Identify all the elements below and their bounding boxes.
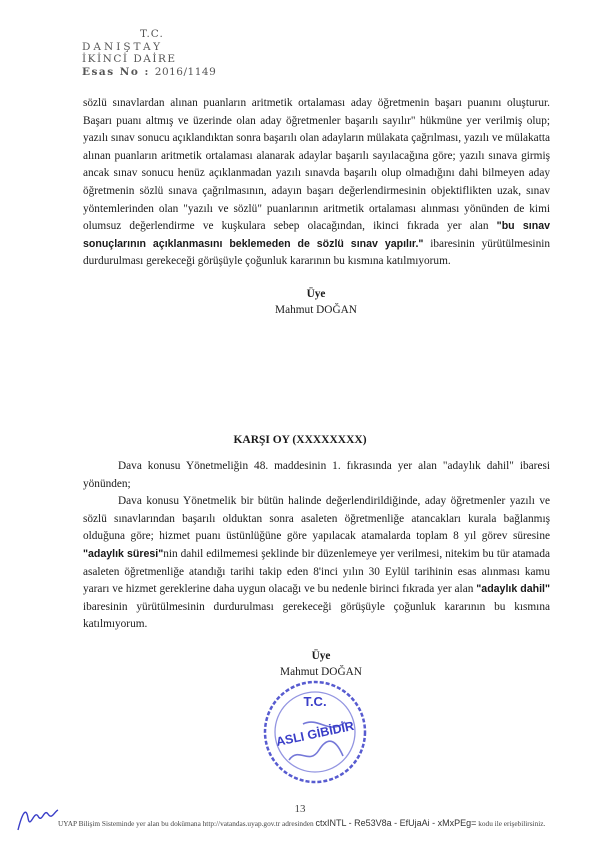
signature-2-name: Mahmut DOĞAN [280,666,362,678]
official-stamp [259,676,371,788]
signature-2-role: Üye [311,650,331,662]
opinion-2-bold-term-1: "adaylık süresi" [83,547,164,560]
opinion-1-text-part: sözlü sınavlardan alınan puanların aritmetik ortalaması aday öğretmenin başarı puanını oluşturur. Başarı puanı altmış ve üzerinde olan aday öğretmenler başarılı sayılır" hükmüne yer verilmiş olup; yazılı sınav sonucu açıklandıktan sonra başarılı olan adayların mülakata çağrılması, yazılı ve mülakatta alınan puanların aritmetik ortalaması alanarak adaylar başarılı sayılacağına göre; yazılı sınava girmiş ancak sınav sonucu henüz açıklanmadan yazılı sınavda başarılı olup olmadığını dahi bilmeyen aday öğretmenin sözlü sınava çağrılmasının, adayın başarı değerlendirmesinin objektiflikten uzak, sınav yöntemlerinden olan "yazılı ve sözlü" puanlarının aritmetik ortalaması alınması yönünden de kimi olumsuz değerlendirme ve kuşkulara sebep olacağından, ikinci fıkrada yer alan [83,97,550,233]
header-esas [82,66,216,79]
stamp-top-text: T.C. [303,694,327,709]
opinion-1-text [83,95,550,271]
opinion-2-paragraph-1: Dava konusu Yönetmeliğin 48. maddesinin 1. fıkrasında yer alan "adaylık dahil" ibaresi yönünden; [83,460,550,490]
header-chamber: İKİNCİ DAİRE [82,53,177,65]
opinion-2-text-part-3: ibaresinin yürütülmesinin durdurulması gerekeceği görüşüyle çoğunluk kararının bu kısmına katılmıyorum. [83,600,550,631]
opinion-2-bold-term-2: "adaylık dahil" [476,583,551,596]
signature-1 [256,286,376,318]
opinion-2-text-part-2: nin dahil edilmemesi şeklinde bir düzenlemeye yer verilmesi, nitekim bu tür atamada asaleten öğretmenliğe atandığı tarihi takip eden 8'inci yılın 30 Eylül tarihinin esas alınması kamu yararı ve hizmet gereklerine daha uygun olacağı ve bu nedenle birinci fıkrada yer alan [83,547,550,596]
opinion-1-bold-quote: "bu sınav sonuçlarının açıklanmasını beklemeden de sözlü sınav yapılır." [83,220,550,250]
opinion-2-paragraph-2 [83,493,550,634]
signature-1-name: Mahmut DOĞAN [275,304,357,316]
opinion-1-text-end: ibaresinin yürütülmesinin durdurulması gerekeceği görüşüyle çoğunluk kararının bu kısmına katılmıyorum. [83,237,550,268]
header-tc: T.C. [140,28,164,40]
footer-access-code: ctxINTL - Re53V8a - EfUjaAi - xMxPEg= [315,818,477,828]
header-court: DANIŞTAY [82,40,164,53]
page-number: 13 [294,803,306,815]
opinion-1-paragraph [83,95,550,271]
opinion-2-text-part-1: Dava konusu Yönetmelik bir bütün halinde değerlendirildiğinde, aday öğretmenler yazılı ve sözlü sınavlarından başarılı olduktan sonra asaleten öğretmenliğe atancakları kurala bağlanmış olduğuna göre; hizmet puanı üstünlüğüne göre yapılacak atamalarda toplam 8 yıl görev süresine [83,495,550,543]
footer-suffix: kodu ile erişebilirsiniz. [478,819,546,828]
document-header [82,28,216,78]
signature-1-role: Üye [306,288,326,300]
opinion-2-text [83,458,550,634]
esas-value: 2016/1149 [154,65,217,78]
section-title: KARŞI OY (XXXXXXXX) [233,434,367,446]
stamp-main-text: ASLI GİBİDİR [274,718,356,750]
footer-prefix: UYAP Bilişim Sisteminde yer alan bu dokümana http://vatandas.uyap.gov.tr adresinden [58,819,314,828]
footer-verification [58,818,598,828]
esas-label: Esas No : [82,65,150,78]
